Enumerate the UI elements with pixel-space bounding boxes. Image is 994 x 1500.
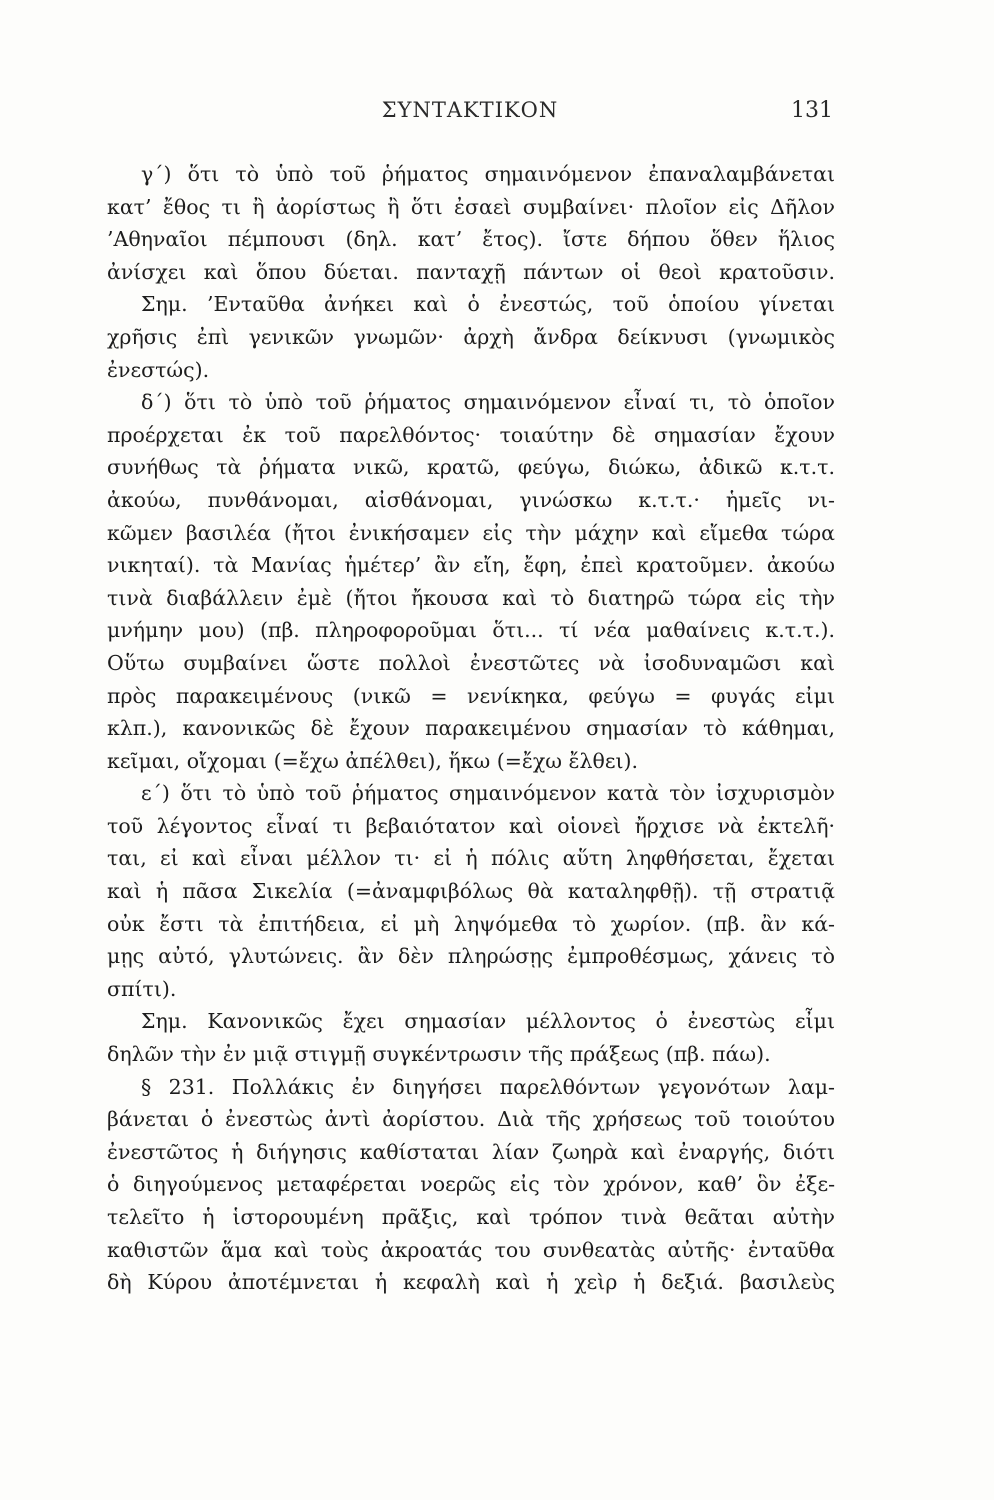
text-line: Σημ. ’Ενταῦθα ἀνήκει καὶ ὁ ἐνεστώς, τοῦ ὁποίου γίνεται [141, 292, 835, 317]
text-line: μνήμην μου) (πβ. πληροφοροῦμαι ὅτι... τί νέα μαθαίνεις κ.τ.τ.). [107, 618, 835, 643]
page-title: ΣΥΝΤΑΚΤΙΚΟΝ [381, 98, 559, 122]
text-line: κῶμεν βασιλέα (ἤτοι ἐνικήσαμεν εἰς τὴν μάχην καὶ εἴμεθα τώρα [107, 520, 835, 545]
text-line: βάνεται ὁ ἐνεστὼς ἀντὶ ἀορίστου. Διὰ τῆς χρήσεως τοῦ τοιούτου [107, 1107, 835, 1132]
text-line: δ΄) ὅτι τὸ ὑπὸ τοῦ ῥήματος σημαινόμενον εἶναί τι, τὸ ὁποῖον [141, 390, 835, 415]
running-head [107, 98, 833, 132]
text-line: πρὸς παρακειμένους (νικῶ = νενίκηκα, φεύγω = φυγάς εἰμι [107, 683, 835, 708]
text-line: Οὕτω συμβαίνει ὥστε πολλοὶ ἐνεστῶτες νὰ ἰσοδυναμῶσι καὶ [107, 650, 835, 675]
text-line: τοῦ λέγοντος εἶναί τι βεβαιότατον καὶ οἱονεὶ ἤρχισε νὰ ἐκτελῆ· [107, 813, 835, 838]
text-line: καθιστῶν ἅμα καὶ τοὺς ἀκροατάς του συνθεατὰς αὐτῆς· ἐνταῦθα [107, 1237, 835, 1262]
body-text [107, 158, 835, 1299]
text-line: μῃς αὐτό, γλυτώνεις. ἂν δὲν πληρώσῃς ἐμπροθέσμως, χάνεις τὸ [107, 944, 835, 969]
text-line: νικηταί). τὰ Μανίας ἡμέτερ’ ἂν εἴη, ἔφη, ἐπεὶ κρατοῦμεν. ἀκούω [107, 553, 835, 578]
text-line: κατ’ ἔθος τι ἢ ἀορίστως ἢ ὅτι ἐσαεὶ συμβαίνει· πλοῖον εἰς Δῆλον [107, 194, 835, 219]
text-line: οὐκ ἔστι τὰ ἐπιτήδεια, εἰ μὴ ληψόμεθα τὸ χωρίον. (πβ. ἂν κά- [107, 911, 835, 936]
text-line: σπίτι). [107, 976, 177, 1001]
text-line: κλπ.), κανονικῶς δὲ ἔχουν παρακειμένου σημασίαν τὸ κάθημαι, [107, 716, 835, 741]
text-line: συνήθως τὰ ῥήματα νικῶ, κρατῶ, φεύγω, διώκω, ἀδικῶ κ.τ.τ. [107, 455, 835, 480]
text-line: ἀνίσχει καὶ ὅπου δύεται. πανταχῇ πάντων οἱ θεοὶ κρατοῦσιν. [107, 259, 835, 284]
text-line: ἐνεστῶτος ἡ διήγησις καθίσταται λίαν ζωηρὰ καὶ ἐναργής, διότι [107, 1139, 835, 1164]
text-line: τελεῖτο ἡ ἱστορουμένη πρᾶξις, καὶ τρόπον τινὰ θεᾶται αὐτὴν [107, 1205, 835, 1229]
text-line: καὶ ἡ πᾶσα Σικελία (=ἀναμφιβόλως θὰ καταληφθῇ). τῇ στρατιᾷ [107, 879, 835, 904]
text-line: ὁ διηγούμενος μεταφέρεται νοερῶς εἰς τὸν χρόνον, καθ’ ὃν ἐξε- [107, 1172, 835, 1197]
page-number: 131 [791, 98, 833, 123]
text-line: δηλῶν τὴν ἐν μιᾷ στιγμῇ συγκέντρωσιν τῆς πράξεως (πβ. πάω). [107, 1042, 771, 1067]
text-line: Σημ. Κανονικῶς ἔχει σημασίαν μέλλοντος ὁ ἐνεστὼς εἶμι [141, 1009, 835, 1034]
text-line: χρῆσις ἐπὶ γενικῶν γνωμῶν· ἀρχὴ ἄνδρα δείκνυσι (γνωμικὸς [107, 324, 835, 349]
text-line: ται, εἰ καὶ εἶναι μέλλον τι· εἰ ἡ πόλις αὕτη ληφθήσεται, ἔχεται [107, 846, 835, 871]
text-line: ἀκούω, πυνθάνομαι, αἰσθάνομαι, γινώσκω κ.τ.τ.· ἡμεῖς νι- [107, 487, 835, 512]
text-line: τινὰ διαβάλλειν ἐμὲ (ἤτοι ἤκουσα καὶ τὸ διατηρῶ τώρα εἰς τὴν [107, 585, 835, 610]
text-line: ’Αθηναῖοι πέμπουσι (δηλ. κατ’ ἔτος). ἴστε δήπου ὅθεν ἥλιος [107, 227, 835, 252]
text-line: προέρχεται ἐκ τοῦ παρελθόντος· τοιαύτην δὲ σημασίαν ἔχουν [107, 422, 835, 447]
text-line: δὴ Κύρου ἀποτέμνεται ἡ κεφαλὴ καὶ ἡ χεὶρ ἡ δεξιά. βασιλεὺς [107, 1270, 835, 1295]
text-line: κεῖμαι, οἴχομαι (=ἔχω ἀπέλθει), ἥκω (=ἔχω ἔλθει). [107, 748, 639, 773]
text-line: ἐνεστώς). [107, 357, 210, 382]
text-line: § 231. Πολλάκις ἐν διηγήσει παρελθόντων γεγονότων λαμ- [141, 1074, 835, 1099]
text-line: ε΄) ὅτι τὸ ὑπὸ τοῦ ῥήματος σημαινόμενον κατὰ τὸν ἰσχυρισμὸν [141, 781, 835, 806]
text-line: γ΄) ὅτι τὸ ὑπὸ τοῦ ῥήματος σημαινόμενον ἐπαναλαμβάνεται [141, 162, 835, 186]
